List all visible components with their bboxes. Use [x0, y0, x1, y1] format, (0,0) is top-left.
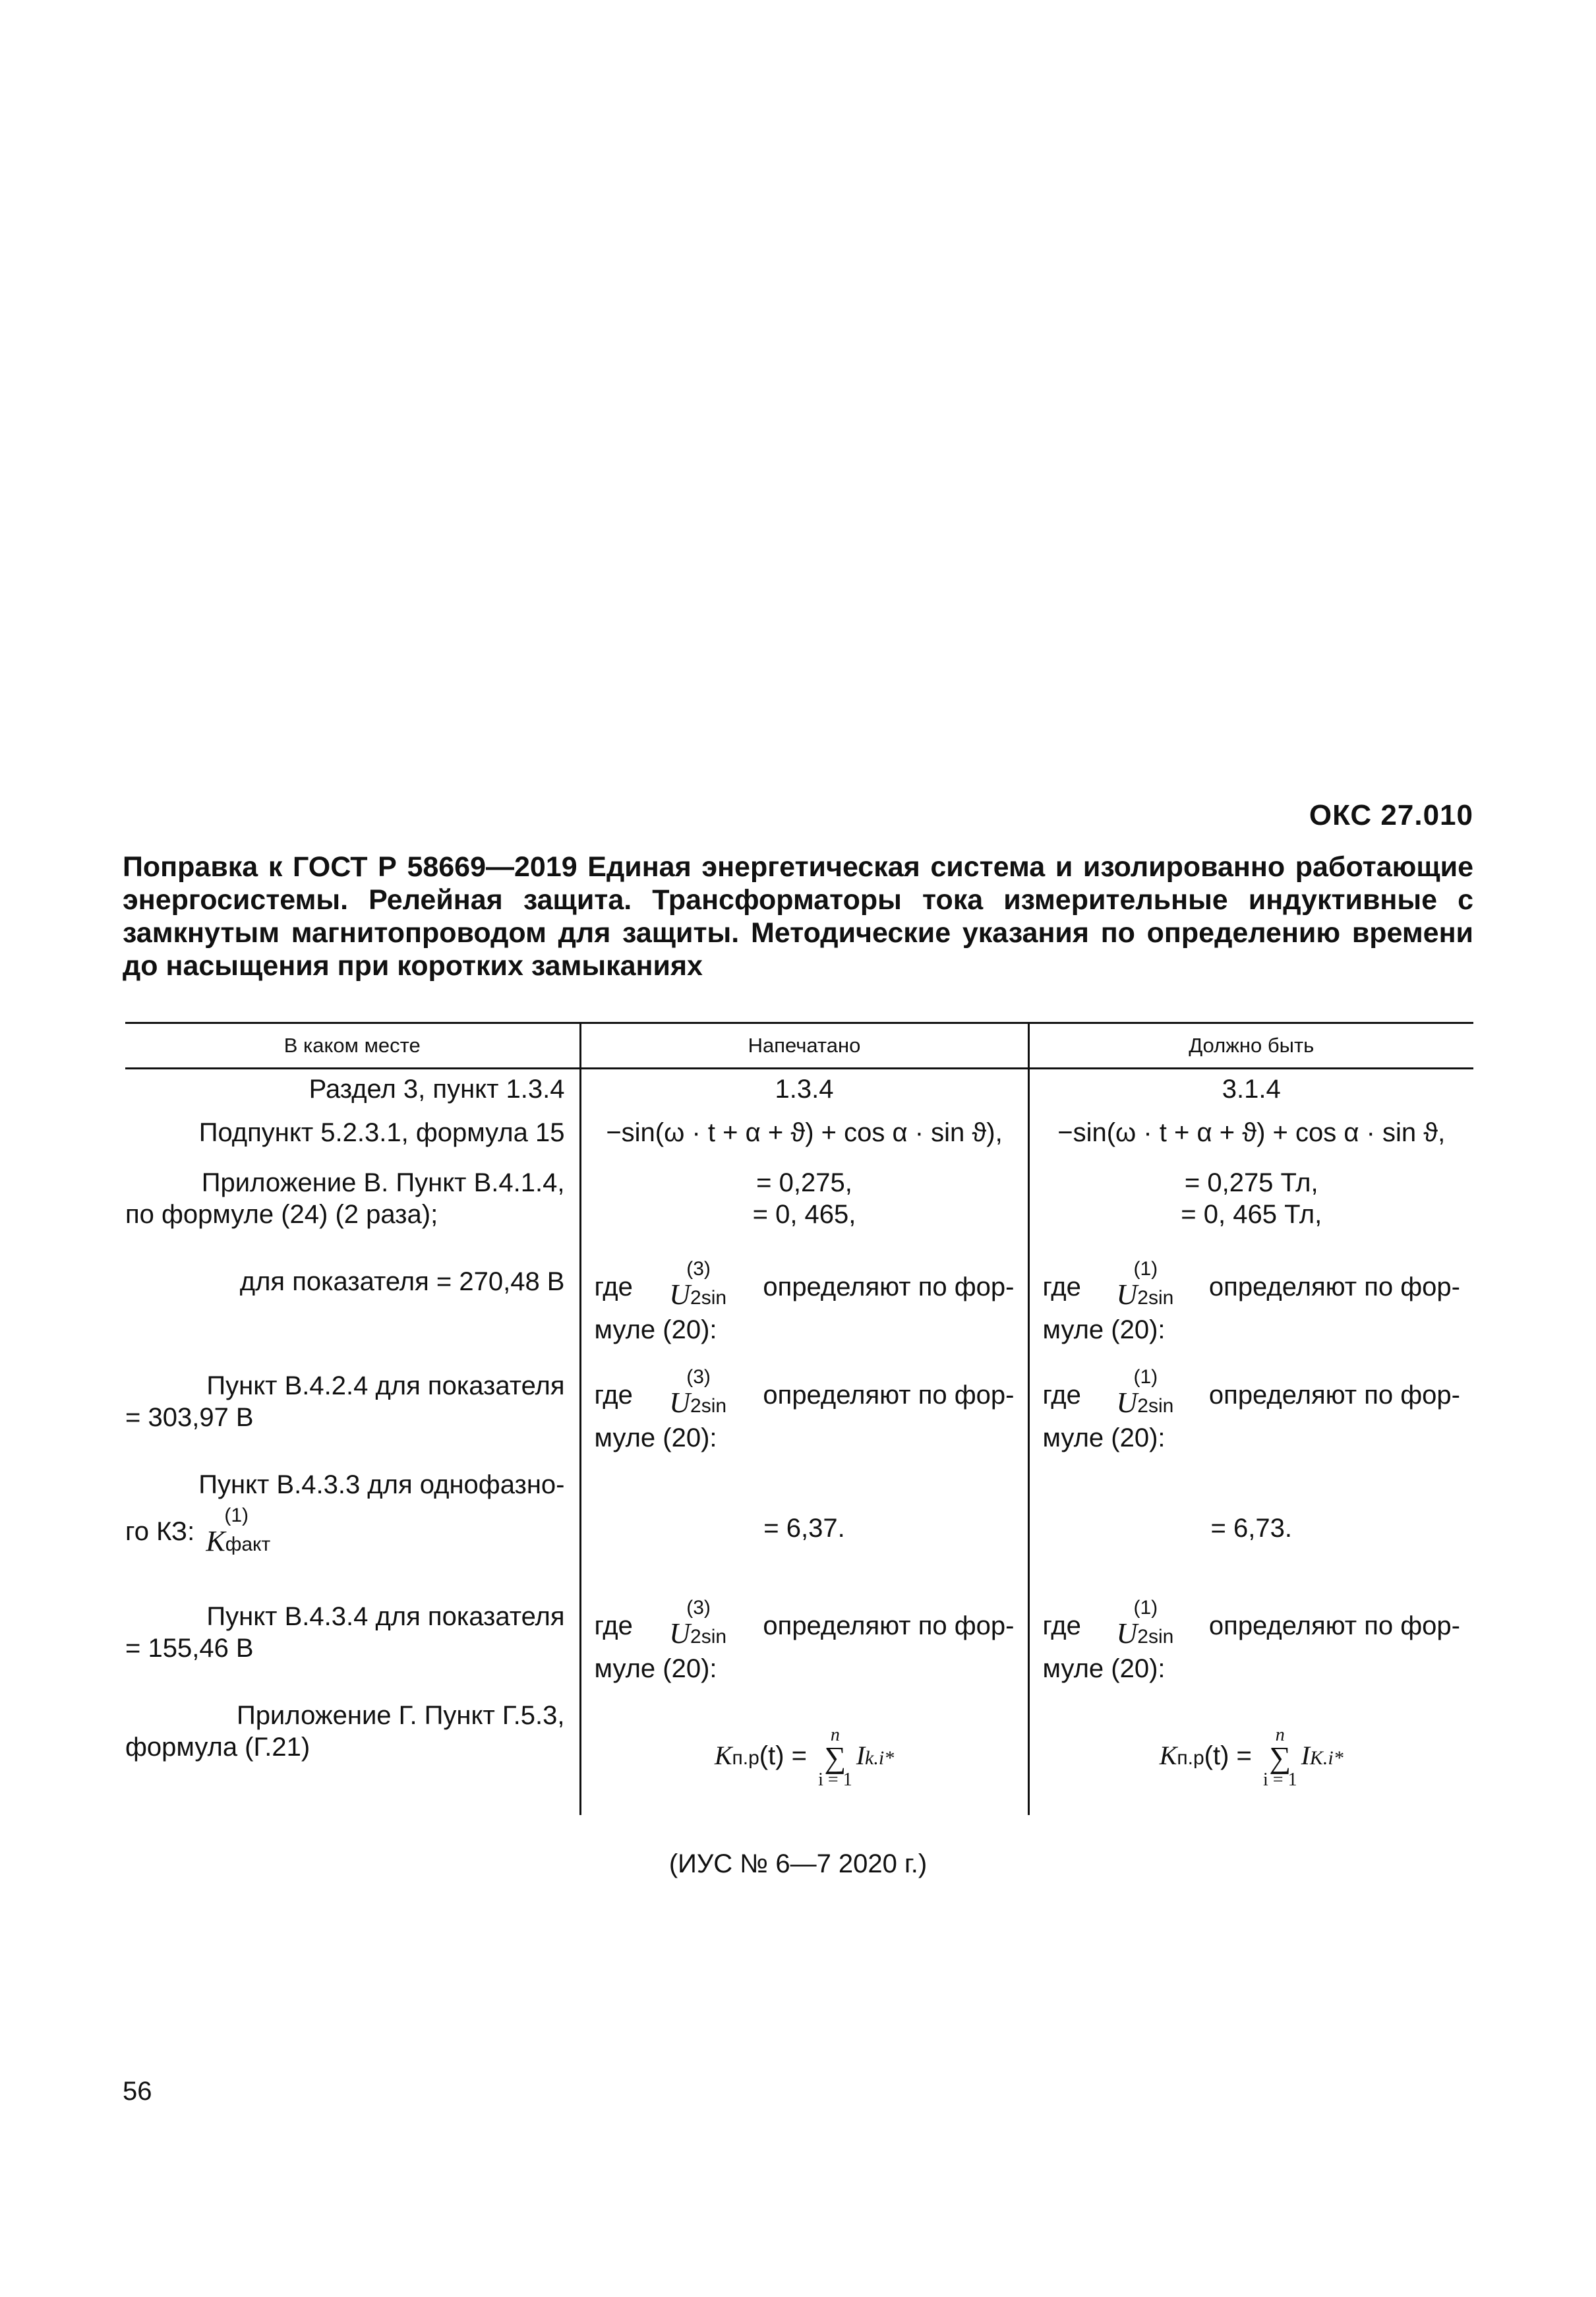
printed-cell: 1.3.4: [580, 1069, 1028, 1114]
printed-cell: −sin(ω · t + α + ϑ) + cos α · sin ϑ),: [580, 1113, 1028, 1160]
superscript: (1): [1133, 1597, 1158, 1619]
correct-line: = 0,275 Тл,: [1184, 1168, 1318, 1197]
formula-ref: муле (20):: [594, 1315, 717, 1344]
correct-cell: [1028, 1160, 1473, 1253]
symbol-u: U: [1116, 1278, 1138, 1311]
table-row: [125, 1365, 1473, 1462]
superscript: (3): [686, 1366, 711, 1388]
correct-cell: −sin(ω · t + α + ϑ) + cos α · sin ϑ,: [1028, 1113, 1473, 1160]
place-cell: [125, 1365, 580, 1462]
term-i: I: [856, 1741, 866, 1771]
symbol-u: U: [1116, 1617, 1138, 1650]
table-row: [125, 1594, 1473, 1693]
place-line: = 303,97 В: [125, 1403, 254, 1432]
sum-sign: [818, 1726, 852, 1789]
correct-cell: 3.1.4: [1028, 1069, 1473, 1114]
place-cell: Подпункт 5.2.3.1, формула 15: [198, 1118, 565, 1147]
place-cell: Раздел 3, пункт 1.3.4: [309, 1075, 565, 1104]
superscript: (1): [1133, 1366, 1158, 1388]
table-row: [125, 1253, 1473, 1365]
printed-cell: = 6,37.: [580, 1462, 1028, 1594]
printed-cell: [580, 1594, 1028, 1693]
table-row: [125, 1693, 1473, 1815]
determine-text: определяют по фор-: [1208, 1611, 1460, 1640]
term-i: I: [1301, 1741, 1310, 1771]
superscript: (1): [224, 1505, 249, 1526]
place-line: формула (Г.21): [125, 1733, 310, 1762]
determine-text: определяют по фор-: [763, 1611, 1015, 1640]
correct-line: = 0, 465 Тл,: [1181, 1200, 1322, 1229]
table-row: [125, 1462, 1473, 1594]
subscript: 2sin: [1137, 1287, 1174, 1309]
symbol-u: U: [669, 1387, 691, 1419]
superscript: (3): [686, 1597, 711, 1619]
formula-k-sub: п.р: [1177, 1747, 1204, 1770]
sum-formula: [714, 1724, 895, 1790]
correct-cell: [1028, 1693, 1473, 1815]
amendment-table: [125, 1022, 1473, 1815]
formula-ref: муле (20):: [1042, 1654, 1166, 1683]
term-sub: k.i*: [865, 1747, 895, 1770]
table-row: [125, 1069, 1473, 1114]
correct-cell: [1028, 1253, 1473, 1365]
place-cell: [125, 1693, 580, 1815]
sum-bottom: i = 1: [1263, 1769, 1297, 1790]
printed-cell: [580, 1160, 1028, 1253]
formula-arg: (t) =: [1204, 1741, 1252, 1771]
correct-cell: = 6,73.: [1028, 1462, 1473, 1594]
subscript: 2sin: [690, 1287, 727, 1309]
u-2sin-symbol: [1116, 1367, 1173, 1422]
place-text: го КЗ:: [125, 1517, 195, 1547]
place-cell: [125, 1462, 580, 1594]
place-line: Приложение Г. Пункт Г.5.3,: [236, 1701, 565, 1730]
table-row: [125, 1113, 1473, 1160]
sum-top: n: [1275, 1724, 1285, 1745]
word-where: где: [594, 1272, 633, 1301]
u-2sin-symbol: [669, 1367, 726, 1422]
sum-formula: [1159, 1724, 1344, 1790]
symbol-u: U: [669, 1278, 691, 1311]
symbol-u: U: [669, 1617, 691, 1650]
header-place: В каком месте: [125, 1023, 580, 1069]
sum-top: n: [830, 1724, 840, 1745]
printed-cell: [580, 1253, 1028, 1365]
word-where: где: [594, 1380, 633, 1410]
superscript: (3): [686, 1258, 711, 1280]
printed-line: = 0, 465,: [752, 1200, 856, 1229]
classification-code: ОКС 27.010: [1309, 799, 1473, 831]
sigma-icon: ∑: [824, 1740, 846, 1774]
table-row: [125, 1160, 1473, 1253]
u-2sin-symbol: [1116, 1259, 1173, 1314]
formula-k: K: [1159, 1741, 1177, 1771]
k-fakt-symbol: [206, 1506, 270, 1561]
formula-arg: (t) =: [759, 1741, 807, 1771]
document-title: Поправка к ГОСТ Р 58669—2019 Единая энергетическая система и изолированно работающие энергосистемы. Релейная защита. Трансформаторы тока измерительные индуктивные с замкнутым магнитопроводом для защиты. Методические указания по определению времени до насыщения при коротких замыканиях: [123, 851, 1473, 982]
superscript: (1): [1133, 1258, 1158, 1280]
subscript: факт: [225, 1534, 271, 1555]
place-line: по формуле (24) (2 раза);: [125, 1200, 438, 1229]
u-2sin-symbol: [669, 1259, 726, 1314]
printed-line: = 0,275,: [756, 1168, 852, 1197]
determine-text: определяют по фор-: [763, 1272, 1015, 1301]
word-where: где: [1042, 1380, 1081, 1410]
place-line: = 155,46 В: [125, 1634, 254, 1663]
sum-sign: [1263, 1726, 1297, 1789]
place-cell: [125, 1594, 580, 1693]
header-correct: Должно быть: [1028, 1023, 1473, 1069]
term-sub: K.i*: [1309, 1747, 1344, 1770]
place-cell: для показателя = 270,48 В: [239, 1267, 565, 1296]
formula-k-sub: п.р: [732, 1747, 759, 1770]
printed-cell: [580, 1693, 1028, 1815]
correct-cell: [1028, 1594, 1473, 1693]
sigma-icon: ∑: [1269, 1740, 1291, 1774]
place-line: Приложение В. Пункт В.4.1.4,: [201, 1168, 565, 1197]
subscript: 2sin: [1137, 1626, 1174, 1648]
place-line: Пункт В.4.3.4 для показателя: [206, 1602, 565, 1631]
place-line: Пункт В.4.2.4 для показателя: [206, 1371, 565, 1400]
word-where: где: [1042, 1272, 1081, 1301]
formula-ref: муле (20):: [1042, 1423, 1166, 1452]
formula-ref: муле (20):: [1042, 1315, 1166, 1344]
place-line: Пункт В.4.3.3 для однофазно-: [198, 1470, 565, 1499]
subscript: 2sin: [690, 1395, 727, 1417]
correct-cell: [1028, 1365, 1473, 1462]
u-2sin-symbol: [1116, 1598, 1173, 1653]
formula-ref: муле (20):: [594, 1654, 717, 1683]
page-number: 56: [123, 2077, 152, 2106]
sum-bottom: i = 1: [818, 1769, 852, 1790]
determine-text: определяют по фор-: [763, 1380, 1015, 1410]
determine-text: определяют по фор-: [1208, 1380, 1460, 1410]
word-where: где: [594, 1611, 633, 1640]
source-note: (ИУС № 6—7 2020 г.): [668, 1849, 928, 1878]
u-2sin-symbol: [669, 1598, 726, 1653]
table-header-row: [125, 1023, 1473, 1069]
word-where: где: [1042, 1611, 1081, 1640]
subscript: 2sin: [690, 1626, 727, 1648]
header-printed: Напечатано: [580, 1023, 1028, 1069]
subscript: 2sin: [1137, 1395, 1174, 1417]
symbol-u: U: [1116, 1387, 1138, 1419]
determine-text: определяют по фор-: [1208, 1272, 1460, 1301]
place-line-2: [125, 1506, 565, 1561]
formula-k: K: [714, 1741, 732, 1771]
formula-ref: муле (20):: [594, 1423, 717, 1452]
printed-cell: [580, 1365, 1028, 1462]
place-cell: [125, 1160, 580, 1253]
symbol-k: K: [206, 1525, 225, 1557]
